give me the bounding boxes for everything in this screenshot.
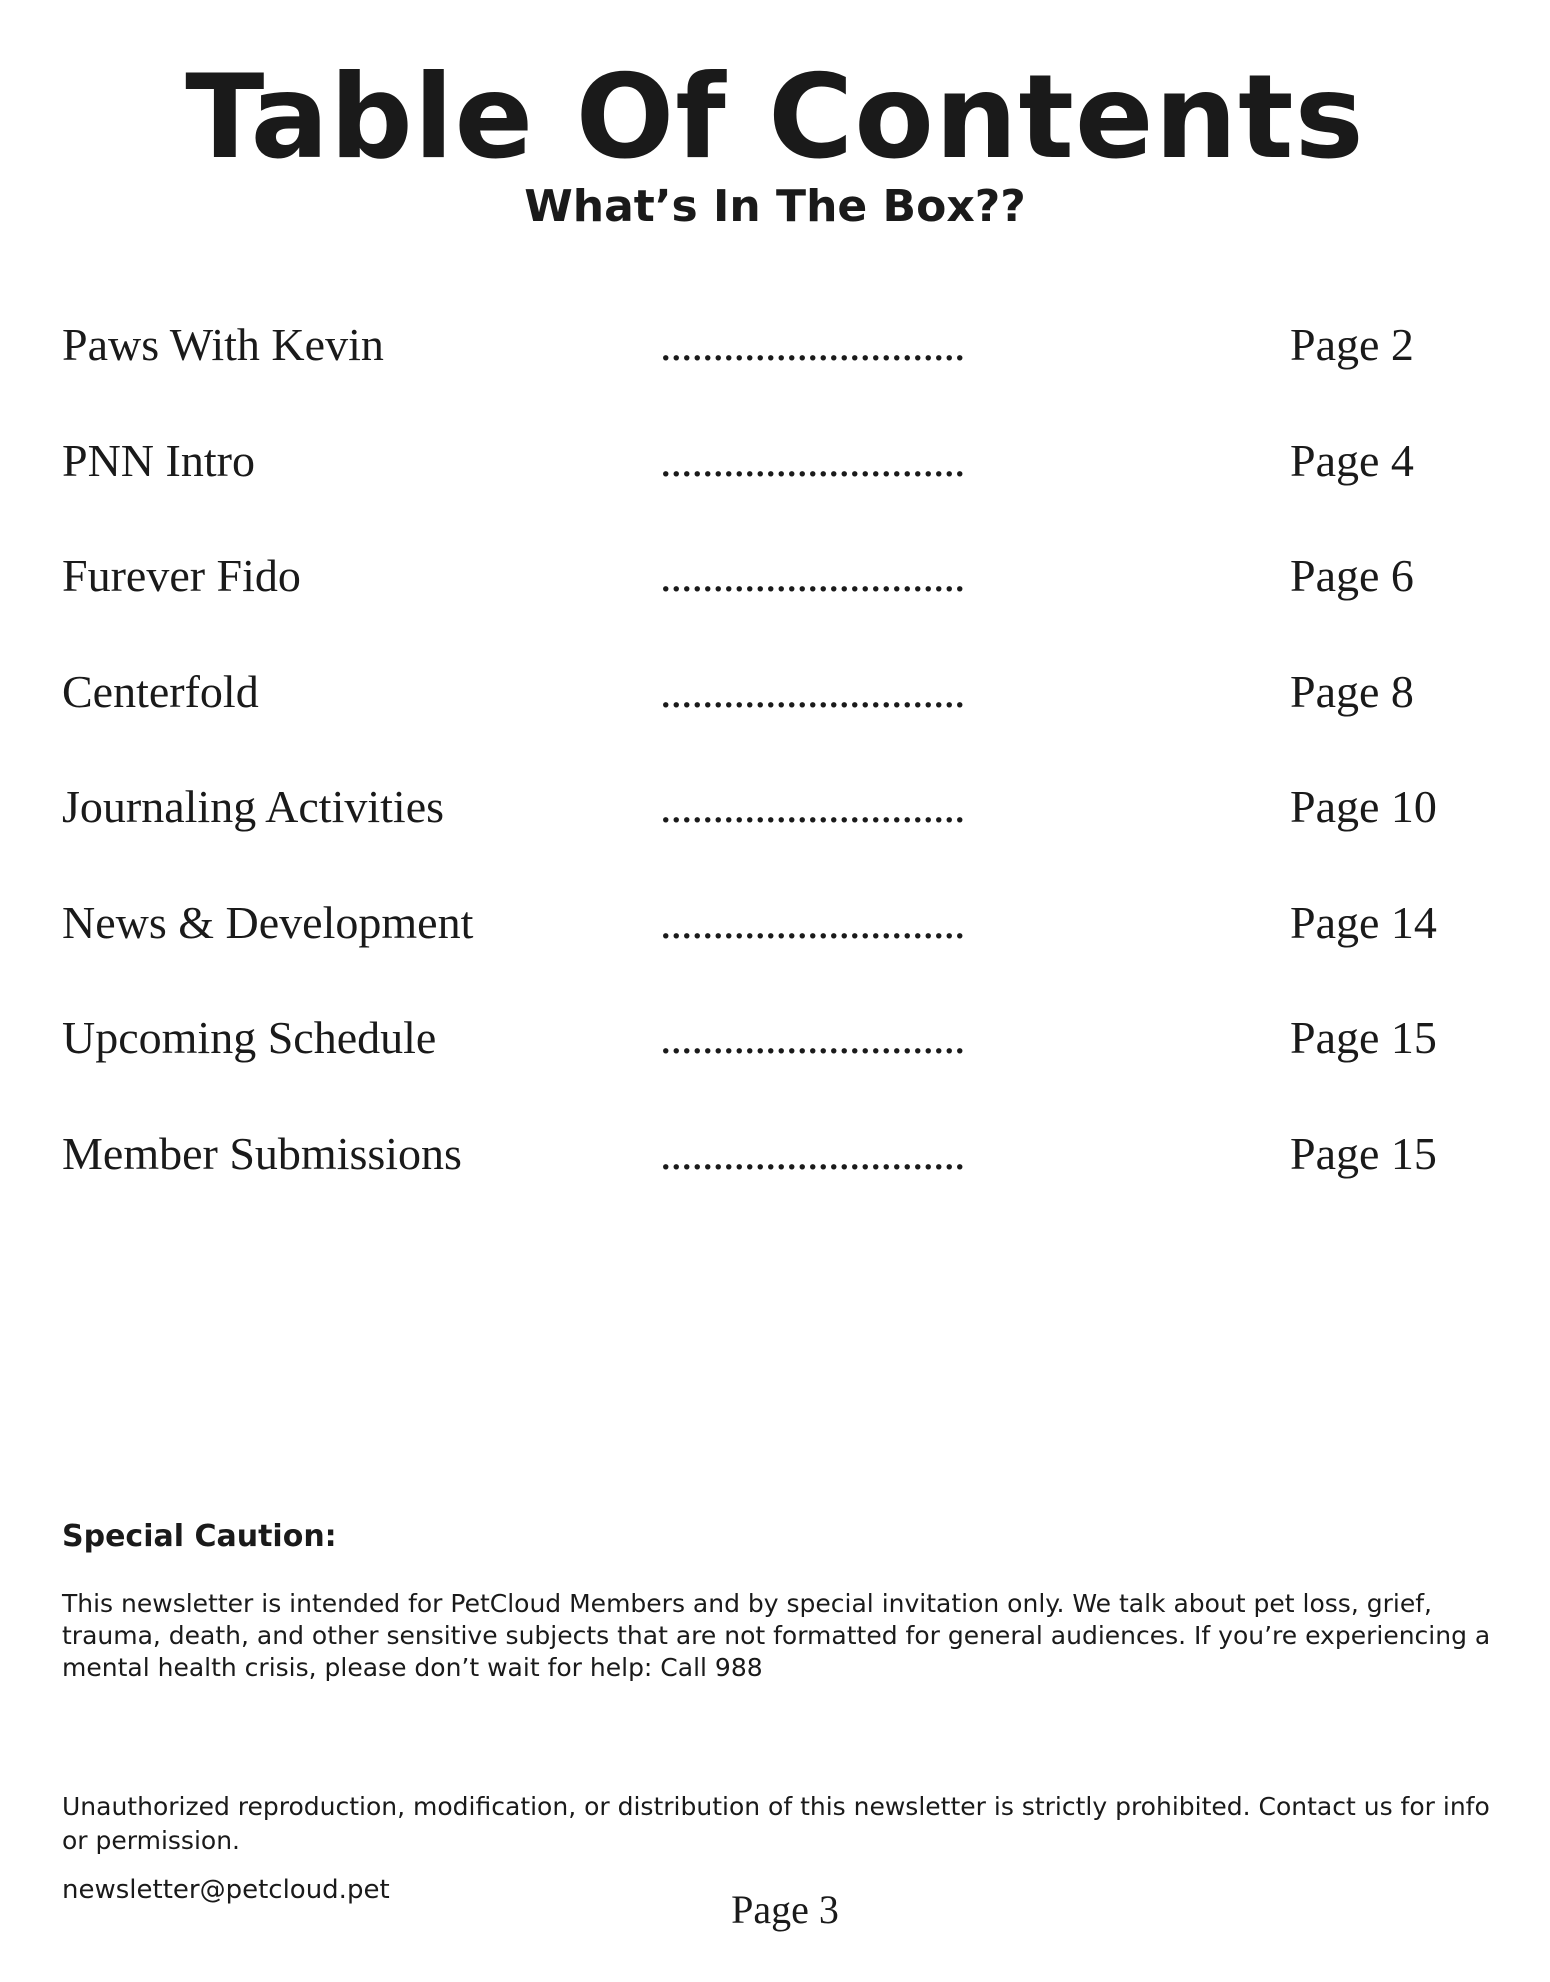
- toc-leader-dots: .............................: [660, 319, 965, 370]
- toc-leader-dots: .............................: [660, 1127, 965, 1179]
- toc-entry-title: Furever Fido: [62, 550, 301, 601]
- toc-entry: [0, 546, 1550, 662]
- toc-entry-page: Page 15: [1290, 1127, 1437, 1179]
- toc-leader-dots: .............................: [660, 434, 965, 486]
- toc-entry: [0, 662, 1550, 778]
- caution-text: This newsletter is intended for PetCloud Members and by special invitation only. We talk about pet loss, grief, trauma, death, and other sensitive subjects that are not formatted for general audiences. If you’re experiencing a mental health crisis, please don’t wait for help: Call 988: [62, 1589, 1491, 1682]
- toc-entry-page: Page 8: [1290, 665, 1414, 717]
- toc-entry-page: Page 14: [1290, 896, 1437, 948]
- toc-leader-dots: .............................: [660, 550, 965, 601]
- toc-leader-dots: .............................: [660, 1012, 965, 1063]
- toc-entry-title: Paws With Kevin: [62, 319, 384, 370]
- toc-leader-dots: .............................: [660, 781, 965, 832]
- toc-entry-title: News & Development: [62, 896, 474, 948]
- toc-entry: [0, 777, 1550, 893]
- toc-leader-dots: .............................: [660, 665, 965, 717]
- toc-entry: [0, 1124, 1550, 1240]
- toc-entry-page: Page 10: [1290, 781, 1437, 832]
- toc-entry: [0, 315, 1550, 431]
- toc-entry-title: Upcoming Schedule: [62, 1012, 437, 1063]
- toc-entry: [0, 1008, 1550, 1124]
- toc-entry-page: Page 4: [1290, 434, 1414, 486]
- toc-entry-title: Member Submissions: [62, 1127, 462, 1179]
- table-of-contents: [0, 315, 1550, 1239]
- toc-leader-dots: .............................: [660, 896, 965, 948]
- page-number: Page 3: [731, 1887, 839, 1932]
- page-subtitle: What’s In The Box??: [524, 181, 1026, 232]
- page-title: Table Of Contents: [185, 50, 1365, 185]
- toc-entry-page: Page 2: [1290, 319, 1414, 370]
- toc-entry-page: Page 6: [1290, 550, 1414, 601]
- toc-entry: [0, 431, 1550, 547]
- toc-entry: [0, 893, 1550, 1009]
- toc-entry-title: PNN Intro: [62, 434, 255, 486]
- contact-email[interactable]: newsletter@petcloud.pet: [62, 1875, 390, 1905]
- toc-entry-title: Journaling Activities: [62, 781, 445, 832]
- caution-heading: Special Caution:: [62, 1519, 337, 1554]
- copyright-notice: Unauthorized reproduction, modification, or distribution of this newsletter is strictly prohibited. Contact us for info or permission.: [62, 1792, 1490, 1855]
- toc-entry-title: Centerfold: [62, 665, 259, 717]
- toc-entry-page: Page 15: [1290, 1012, 1437, 1063]
